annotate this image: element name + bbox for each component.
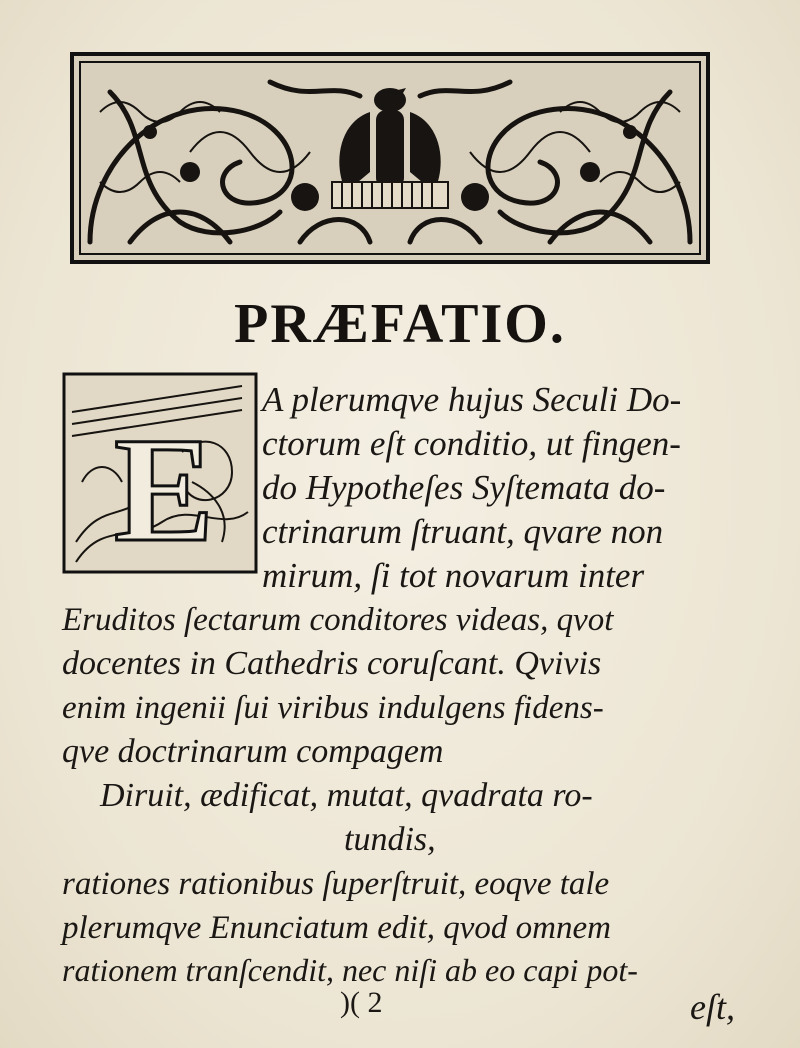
text-line: ctorum eſt conditio, ut fingen- — [262, 424, 681, 463]
text-line: do Hypotheſes Syſtemata do- — [262, 468, 666, 507]
text-line: A plerumqve hujus Seculi Do- — [262, 380, 682, 419]
text-line: qve doctrinarum compagem — [62, 733, 444, 770]
text-line: plerumqve Enunciatum edit, qvod omnem — [62, 910, 611, 946]
text-line: rationes rationibus ſuperſtruit, eoqve tale — [62, 866, 610, 902]
text-line: docentes in Cathedris coruſcant. Qvivis — [62, 645, 602, 682]
ornamental-headpiece — [70, 52, 710, 264]
text-line: mirum, ſi tot novarum inter — [262, 556, 645, 595]
text-line: Diruit, ædificat, mutat, qvadrata ro- — [100, 777, 593, 814]
text-line: tundis, — [344, 821, 436, 858]
text-line: Eruditos ſectarum conditores videas, qvot — [62, 602, 614, 638]
catchword: eſt, — [690, 987, 735, 1027]
page-title: PRÆFATIO. — [234, 293, 566, 355]
initial-letter-glyph: E — [114, 407, 215, 573]
decorated-initial-letter — [62, 372, 258, 574]
text-line: rationem tranſcendit, nec niſi ab eo capi pot- — [62, 952, 638, 988]
text-line: enim ingenii ſui viribus indulgens fidens- — [62, 690, 604, 726]
text-line: ctrinarum ſtruant, qvare non — [262, 512, 664, 551]
signature-mark: )( 2 — [340, 986, 383, 1019]
